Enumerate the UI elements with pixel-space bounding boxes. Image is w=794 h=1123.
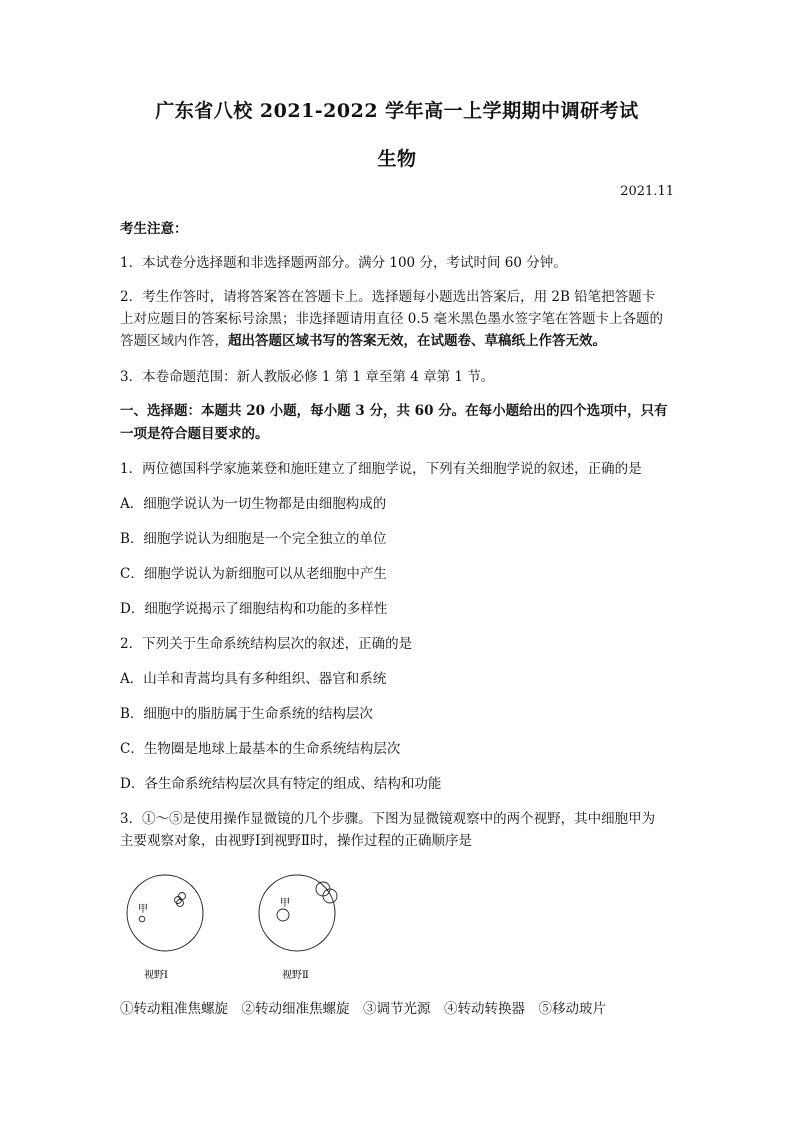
- question-1-option-b: B．细胞学说认为细胞是一个完全独立的单位: [120, 531, 387, 547]
- view-2: [259, 875, 337, 981]
- section-heading-line-1: 一、选择题：本题共 20 小题，每小题 3 分，共 60 分。在每小题给出的四个选项中，只有: [120, 403, 668, 419]
- subject-title: 生物: [377, 148, 417, 170]
- notice-item-2-line-1: 2．考生作答时，请将答案答在答题卡上。选择题每小题选出答案后，用 2B 铅笔把答题卡: [120, 289, 656, 305]
- question-1-option-a: A．细胞学说认为一切生物都是由细胞构成的: [120, 496, 387, 512]
- question-1-option-d: D．细胞学说揭示了细胞结构和功能的多样性: [120, 601, 388, 617]
- view-1: [127, 875, 203, 981]
- microscope-views-figure: [120, 866, 350, 986]
- notice-item-2-bold: 超出答题区域书写的答案无效，在试题卷、草稿纸上作答无效。: [228, 333, 606, 349]
- view-2-cell-label: 甲: [280, 898, 290, 909]
- notice-item-2-line-2: 上对应题目的答案标号涂黑；非选择题请用直径 0.5 毫米黑色墨水签字笔在答题卡上各题的: [120, 311, 664, 327]
- question-1-option-c: C．细胞学说认为新细胞可以从老细胞中产生: [120, 566, 387, 582]
- notice-item-3: 3．本卷命题范围：新人教版必修 1 第 1 章至第 4 章第 1 节。: [120, 369, 495, 385]
- exam-date: 2021.11: [620, 184, 674, 199]
- view-2-label: 视野Ⅱ: [282, 970, 309, 981]
- question-1-stem: 1．两位德国科学家施莱登和施旺建立了细胞学说，下列有关细胞学说的叙述，正确的是: [120, 461, 642, 477]
- section-heading-line-2: 一项是符合题目要求的。: [120, 426, 269, 442]
- view-1-cell-label: 甲: [138, 904, 148, 915]
- question-2-option-a: A．山羊和青蒿均具有多种组织、器官和系统: [120, 671, 387, 687]
- question-3-stem-line-2: 主要观察对象，由视野Ⅰ到视野Ⅱ时，操作过程的正确顺序是: [120, 833, 473, 849]
- notice-heading: 考生注意：: [120, 221, 188, 237]
- exam-title: 广东省八校 2021-2022 学年高一上学期期中调研考试: [155, 100, 639, 122]
- notice-item-2-normal: 答题区域内作答，: [120, 333, 228, 349]
- notice-item-1: 1．本试卷分选择题和非选择题两部分。满分 100 分，考试时间 60 分钟。: [120, 255, 567, 271]
- question-3-stem-line-1: 3．①～⑤是使用操作显微镜的几个步骤。下图为显微镜观察中的两个视野，其中细胞甲为: [120, 811, 656, 827]
- question-2-option-d: D．各生命系统结构层次具有特定的组成、结构和功能: [120, 776, 442, 792]
- view-1-label: 视野Ⅰ: [144, 970, 168, 981]
- question-3-steps: ①转动粗准焦螺旋 ②转动细准焦螺旋 ③调节光源 ④转动转换器 ⑤移动玻片: [120, 1001, 606, 1017]
- question-2-option-c: C．生物圈是地球上最基本的生命系统结构层次: [120, 741, 401, 757]
- notice-item-2-line-3: [120, 330, 676, 352]
- question-2-option-b: B．细胞中的脂肪属于生命系统的结构层次: [120, 706, 373, 722]
- question-2-stem: 2．下列关于生命系统结构层次的叙述，正确的是: [120, 636, 413, 652]
